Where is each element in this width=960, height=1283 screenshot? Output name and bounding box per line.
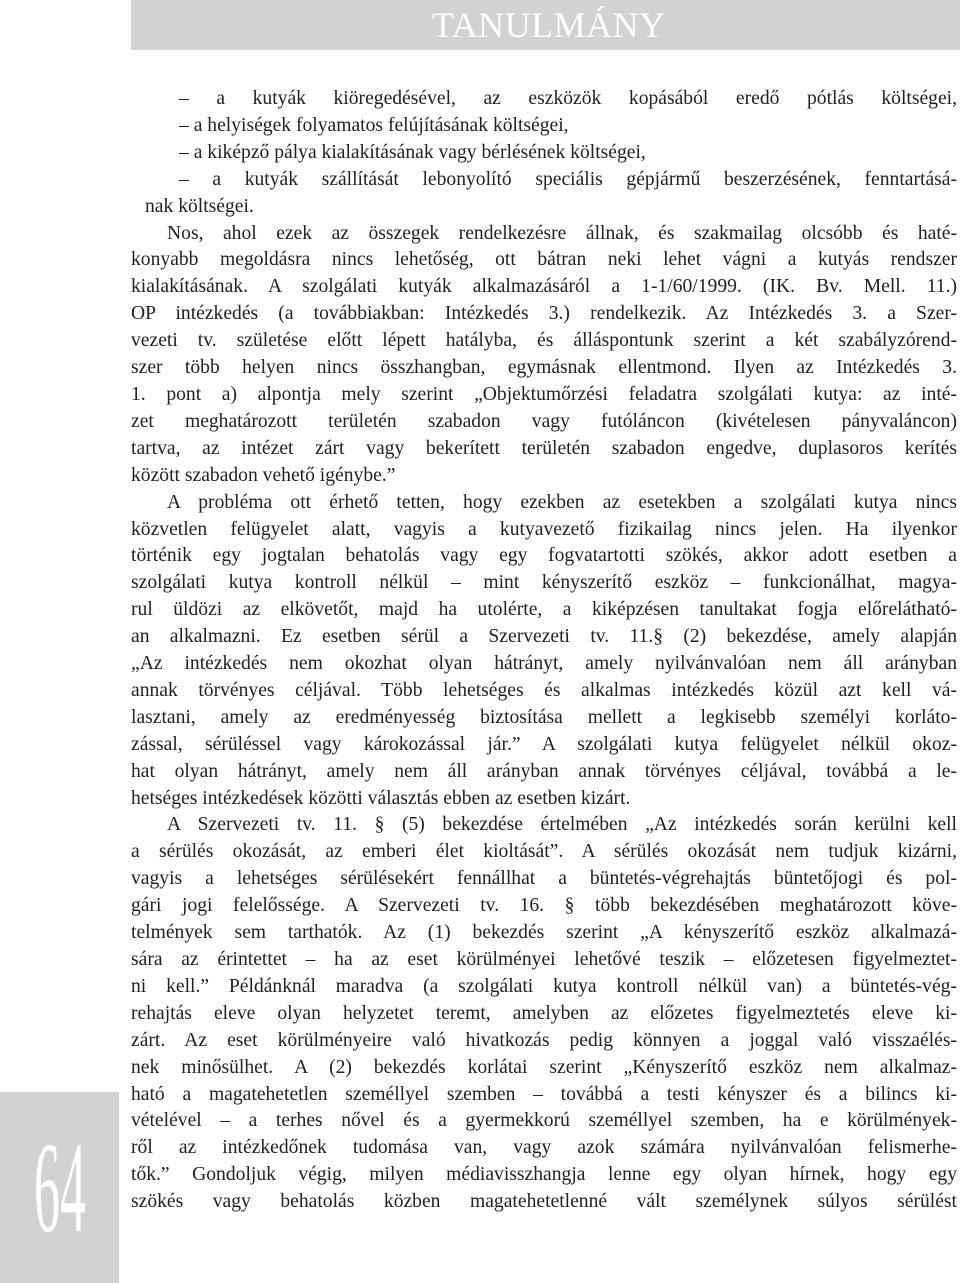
- paragraph-line: an alkalmazni. Ez esetben sérül a Szervezeti tv. 11.§ (2) bekezdése, amely alapján: [131, 626, 957, 648]
- paragraph-line: kialakításának. A szolgálati kutyák alkalmazásáról a 1-1/60/1999. (IK. Bv. Mell. 11.): [131, 276, 957, 298]
- paragraph-line: szolgálati kutya kontroll nélkül – mint kényszerítő eszköz – funkcionálhat, magya-: [131, 572, 957, 594]
- paragraph-line: Nos, ahol ezek az összegek rendelkezésre állnak, és szakmailag olcsóbb és haté-: [167, 222, 957, 244]
- paragraph-line: a sérülés okozását, az emberi élet kioltását”. A sérülés okozását nem tudjuk kizárni,: [131, 841, 957, 863]
- paragraph: [131, 221, 957, 490]
- paragraph-line: „Az intézkedés nem okozhat olyan hátrányt, amely nyilvánvalóan nem áll arányban: [131, 653, 957, 675]
- paragraph-line: nek minősülhet. A (2) bekezdés korlátai szerint „Kényszerítő eszköz nem alkalmaz-: [131, 1056, 957, 1078]
- paragraph-line: közvetlen felügyelet alatt, vagyis a kutyavezető fizikailag nincs jelen. Ha ilyenkor: [131, 518, 957, 540]
- paragraph-line: tők.” Gondoljuk végig, milyen médiavisszhangja lenne egy olyan hírnek, hogy egy: [131, 1164, 957, 1186]
- list-item: – a kutyák szállítását lebonyolító speciális gépjármű beszerzésének, fenntartásá-: [179, 168, 957, 190]
- paragraph-line: rul üldözi az elkövetőt, majd ha utolérte, a kiképzésen tanultakat fogja előrelátható-: [131, 599, 957, 621]
- paragraph-line: sára az érintettet – ha az eset körülményei lehetővé teszik – előzetesen figyelmeztet-: [131, 949, 957, 970]
- paragraph-line: szer több helyen nincs összhangban, egymásnak ellentmond. Ilyen az Intézkedés 3.: [131, 357, 957, 379]
- paragraph-line: tartva, az intézet zárt vagy bekerített területén szabadon engedve, duplasoros kerítés: [131, 437, 957, 459]
- paragraph-line: zárt. Az eset körülményeire való hivatkozás pedig könnyen a joggal való visszaélés-: [131, 1029, 957, 1051]
- paragraph-line: hetséges intézkedések közötti választás ebben az esetben kizárt.: [131, 787, 631, 809]
- paragraph-line: annak törvényes céljával. Több lehetséges és alkalmas intézkedés közül azt kell vá-: [131, 679, 957, 701]
- paragraph-line: hat olyan hátrányt, amely nem áll arányban annak törvényes céljával, továbbá a le-: [131, 760, 957, 782]
- paragraph-line: telmények sem tarthatók. Az (1) bekezdés szerint „A kényszerítő eszköz alkalmazá-: [131, 922, 957, 944]
- article-body: [131, 86, 957, 1216]
- paragraph-line: gári jogi felelőssége. A Szervezeti tv. 16. § több bekezdésében meghatározott köve-: [131, 895, 957, 917]
- paragraph-line: szökés vagy behatolás közben magatehetetlenné vált személynek súlyos sérülést: [131, 1191, 957, 1213]
- paragraph-line: történik egy jogtalan behatolás vagy egy fogvatartotti szökés, akkor adott esetben a: [131, 545, 957, 567]
- paragraph-line: vagyis a lehetséges sérülésekért fennállhat a büntetés-végrehajtás büntetőjogi és pol-: [131, 868, 957, 890]
- paragraph-line: ni kell.” Példánknál maradva (a szolgálati kutya kontroll nélkül van) a büntetés-vég-: [131, 975, 957, 997]
- paragraph-line: vezeti tv. születése előtt lépett hatályba, és álláspontunk szerint a két szabályzórend-: [131, 330, 957, 352]
- list-item-continuation: nak költségei.: [145, 195, 254, 217]
- paragraph-line: lasztani, amely az eredményesség biztosítása mellett a legkisebb személyi korláto-: [131, 706, 957, 728]
- paragraph: [131, 812, 957, 1216]
- paragraph-line: zással, sérüléssel vagy károkozással jár.” A szolgálati kutya felügyelet nélkül okoz-: [131, 733, 957, 755]
- paragraph-line: A Szervezeti tv. 11. § (5) bekezdése értelmében „Az intézkedés során kerülni kell: [167, 814, 957, 836]
- paragraph-line: között szabadon vehető igénybe.”: [131, 464, 396, 486]
- bullet-list: [131, 86, 957, 221]
- paragraph-line: ható a magatehetetlen személlyel szemben – továbbá a testi kényszer és a bilincs ki-: [131, 1083, 957, 1105]
- list-item: – a kiképző pálya kialakításának vagy bérlésének költségei,: [179, 141, 646, 163]
- list-item: – a kutyák kiöregedésével, az eszközök kopásából eredő pótlás költségei,: [179, 88, 957, 109]
- paragraph: [131, 490, 957, 813]
- paragraph-line: ről az intézkedőnek tudomása van, vagy azok számára nyilvánvalóan felismerhe-: [131, 1137, 957, 1159]
- paragraph-line: OP intézkedés (a továbbiakban: Intézkedés 3.) rendelkezik. Az Intézkedés 3. a Szer-: [131, 303, 957, 325]
- section-title: TANULMÁNY: [432, 5, 666, 45]
- page-number: 64: [33, 1115, 86, 1261]
- paragraph-line: konyabb megoldásra nincs lehetőség, ott bátran neki lehet vágni a kutyás rendszer: [131, 249, 957, 271]
- paragraph-line: A probléma ott érhető tetten, hogy ezekben az esetekben a szolgálati kutya nincs: [167, 491, 957, 513]
- list-item: – a helyiségek folyamatos felújításának költségei,: [179, 114, 569, 136]
- paragraph-line: vételével – a terhes nővel és a gyermekkorú személlyel szemben, ha e körülmények-: [131, 1110, 957, 1132]
- paragraph-line: 1. pont a) alpontja mely szerint „Objektumőrzési feladatra szolgálati kutya: az inté-: [131, 383, 957, 405]
- paragraph-line: rehajtás eleve olyan helyzetet teremt, amelyben az előzetes figyelmeztetés eleve ki-: [131, 1002, 957, 1024]
- paragraph-line: zet meghatározott területén szabadon vagy futóláncon (kivételesen pányvaláncon): [131, 410, 957, 432]
